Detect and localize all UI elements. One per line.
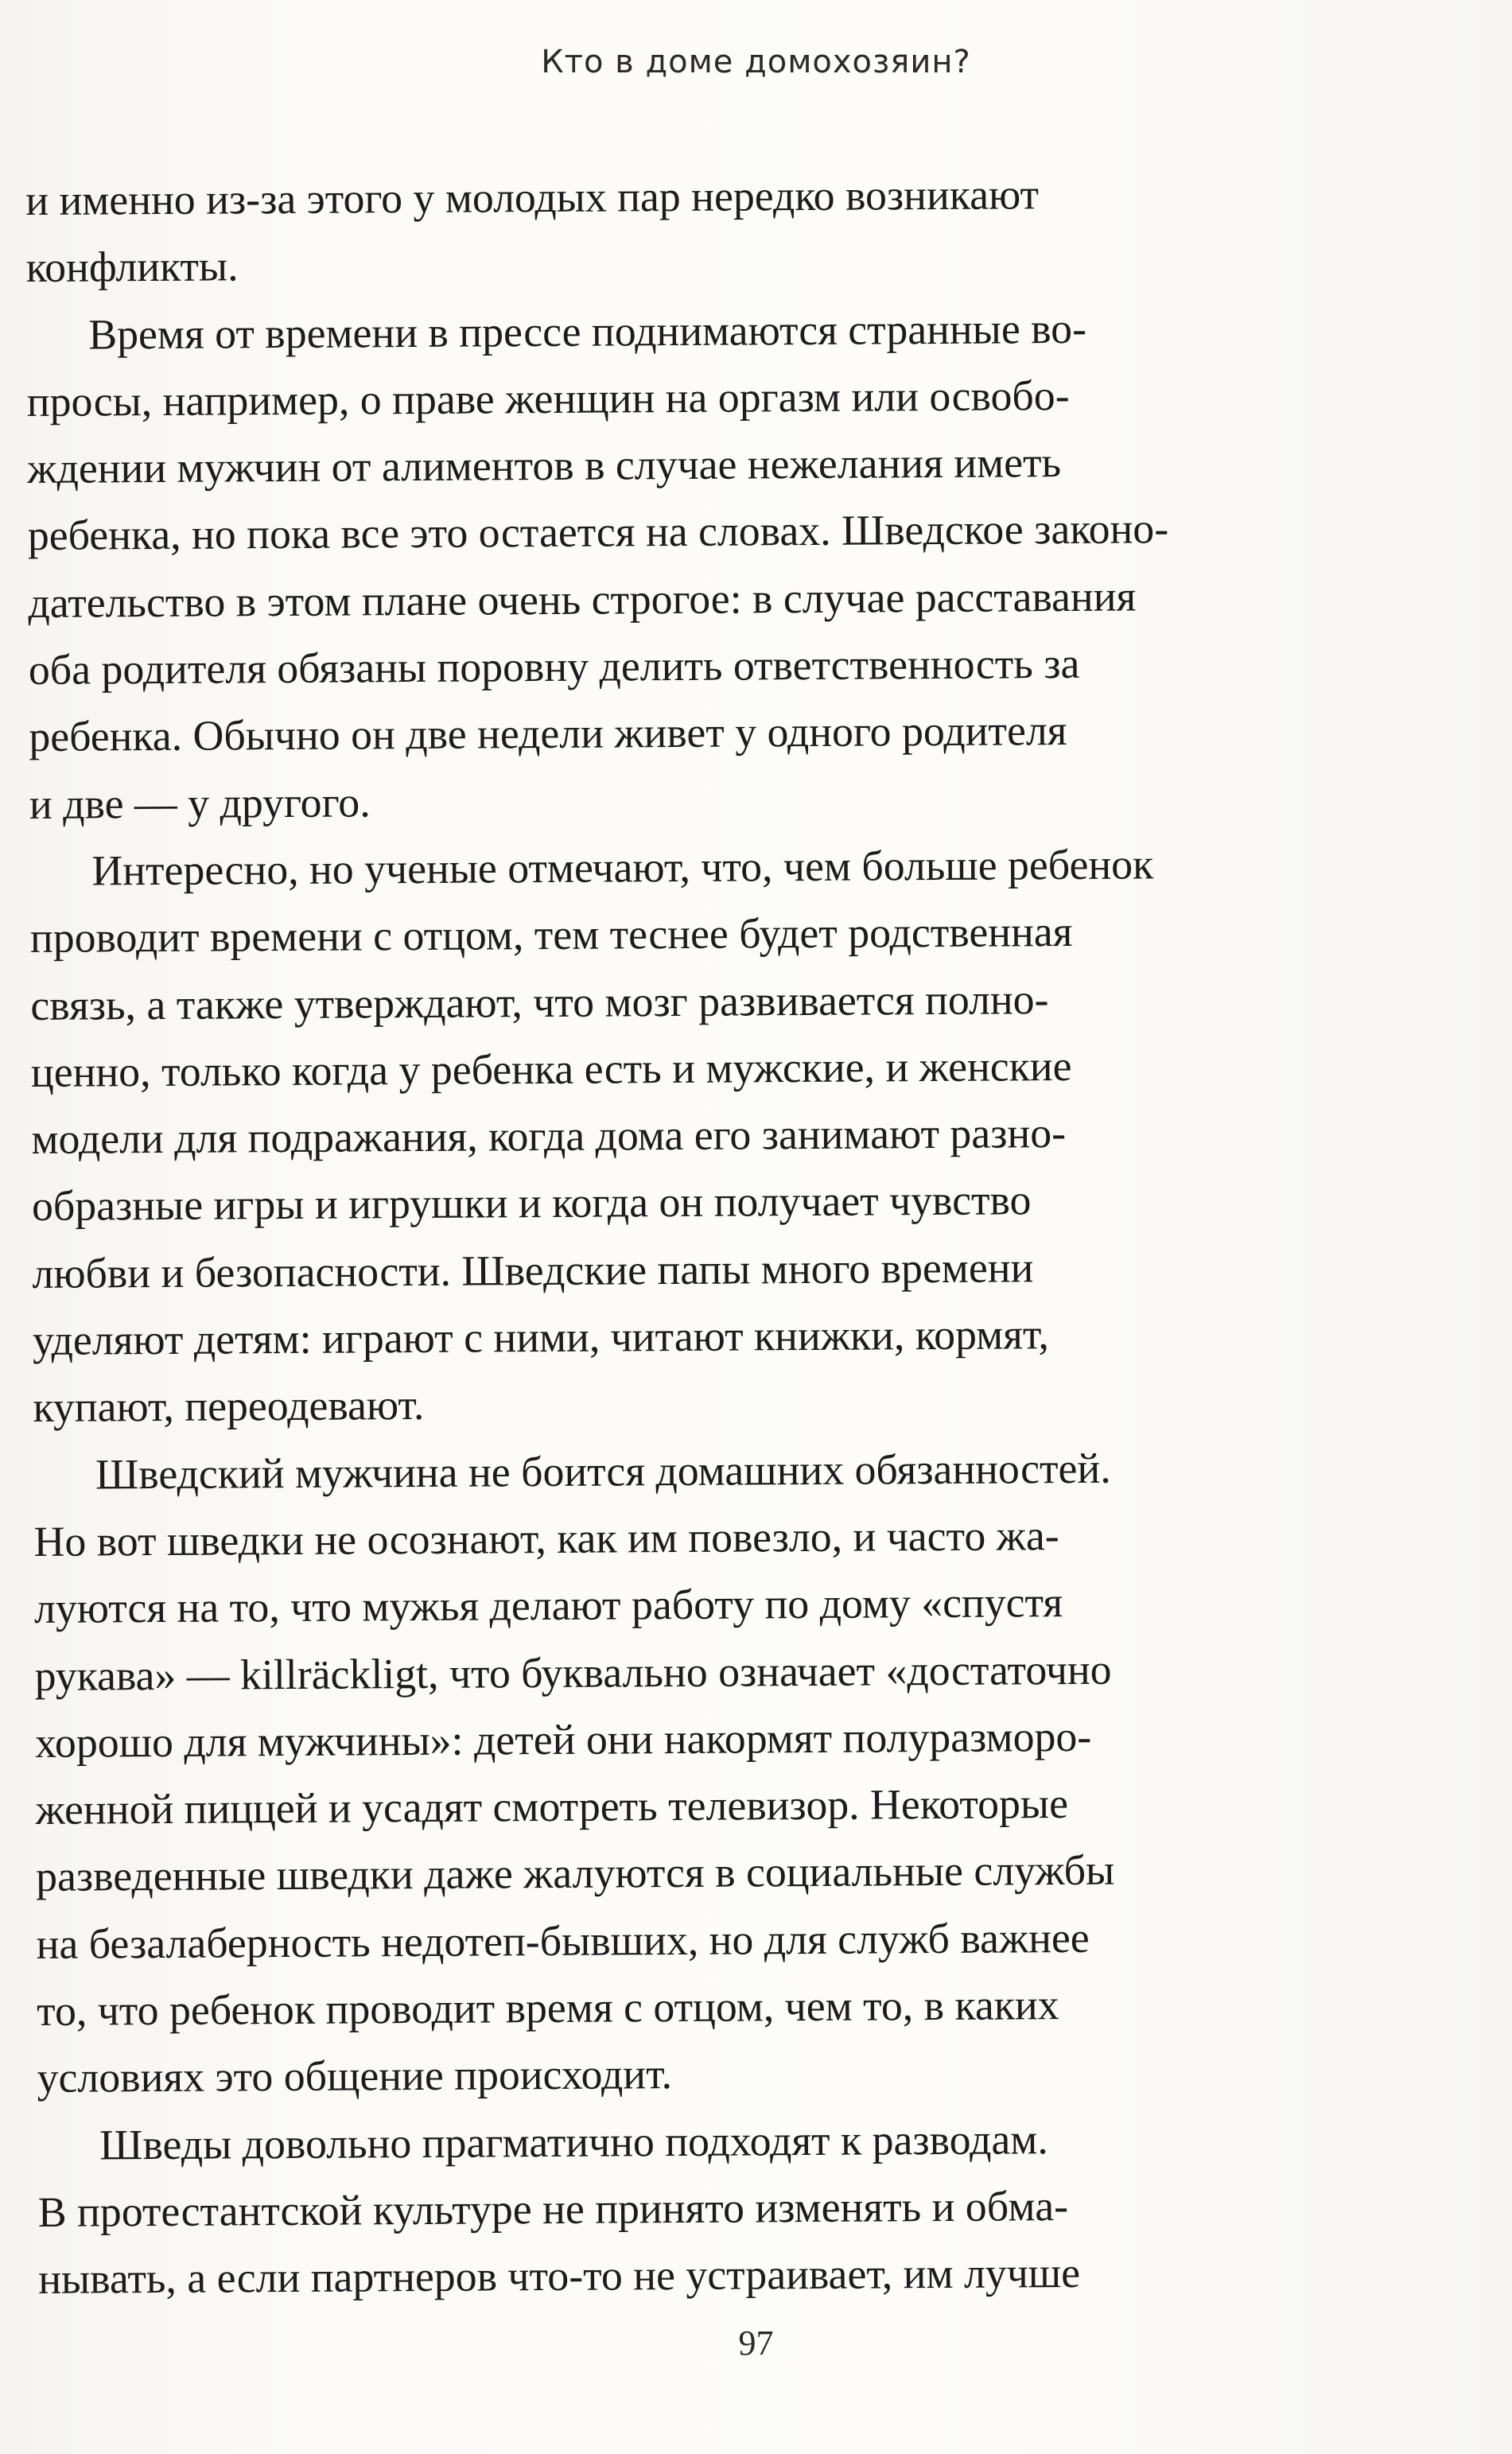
text-line: связь, а также утверждают, что мозг развивается полно- (30, 974, 1049, 1029)
text-line: и две — у другого. (29, 778, 371, 828)
body-text (25, 159, 1303, 2312)
text-line: Шведы довольно прагматично подходят к разводам. (99, 2114, 1048, 2169)
text-line: ждении мужчин от алиментов в случае нежелания иметь (27, 438, 1062, 493)
text-line: дательство в этом плане очень строгое: в случае расставания (28, 572, 1137, 627)
text-line: Интересно, но ученые отмечают, что, чем больше ребенок (91, 840, 1154, 895)
text-line: на безалаберность недотеп-бывших, но для служб важнее (36, 1913, 1090, 1968)
text-line: хорошо для мужчины»: детей они накормят полуразморо- (34, 1712, 1092, 1767)
text-line: оба родителя обязаны поровну делить ответственность за (28, 639, 1080, 694)
text-line: Время от времени в прессе поднимаются странные во- (88, 304, 1087, 359)
text-line: В протестантской культуре не принято изменять и обма- (37, 2181, 1069, 2236)
text-line: и именно из-за этого у молодых пар нередко возникают (25, 170, 1040, 224)
text-line: ценно, только когда у ребенка есть и мужские, и женские (30, 1041, 1072, 1096)
text-line: ребенка, но пока все это остается на словах. Шведское законо- (27, 504, 1169, 560)
text-line: Но вот шведки не осознают, как им повезло, и часто жа- (33, 1511, 1059, 1565)
text-line: условиях это общение происходит. (37, 2050, 673, 2102)
text-line: любви и безопасности. Шведские папы много времени (32, 1243, 1034, 1297)
text-line: луются на то, что мужья делают работу по дому «спустя (33, 1578, 1063, 1633)
text-line: Шведский мужчина не боится домашних обязанностей. (95, 1444, 1111, 1499)
text-line: то, что ребенок проводит время с отцом, чем то, в каких (36, 1981, 1059, 2035)
text-line: нывать, а если партнеров что-то не устраивает, им лучше (38, 2249, 1081, 2304)
running-head: Кто в доме домохозяин? (541, 44, 971, 80)
text-line: женной пиццей и усадят смотреть телевизор. Некоторые (35, 1779, 1069, 1834)
page-number: 97 (738, 2324, 774, 2363)
text-line: конфликты. (25, 242, 239, 292)
text-line: ребенка. Обычно он две недели живет у одного родителя (29, 706, 1067, 761)
text-line: образные игры и игрушки и когда он получает чувство (31, 1176, 1032, 1231)
text-line: просы, например, о праве женщин на оргазм или освобо- (26, 371, 1070, 426)
text-line: уделяют детям: играют с ними, читают книжки, кормят, (32, 1310, 1050, 1365)
text-line: разведенные шведки даже жалуются в социальные службы (35, 1846, 1115, 1901)
text-line: модели для подражания, когда дома его занимают разно- (31, 1109, 1067, 1164)
text-line: купают, переодевают. (33, 1381, 425, 1432)
text-line: рукава» — killräckligt, что буквально означает «достаточно (34, 1645, 1112, 1700)
text-line: проводит времени с отцом, тем теснее будет родственная (29, 908, 1073, 963)
